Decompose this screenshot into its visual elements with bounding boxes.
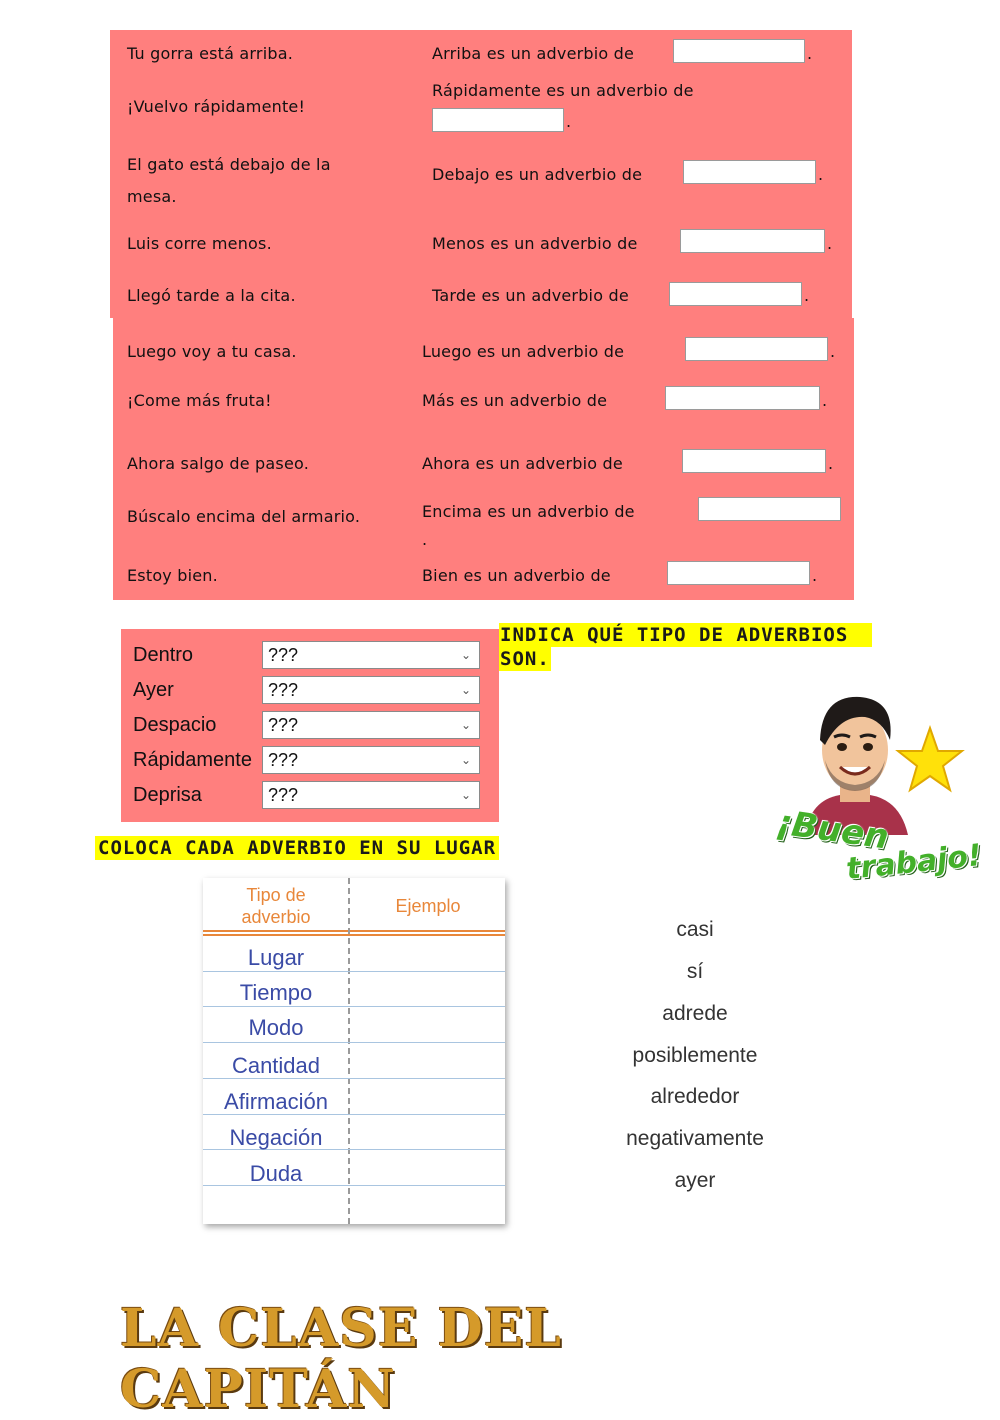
period-9: .: [422, 530, 428, 549]
answer-input-2[interactable]: [432, 108, 564, 132]
period-4: .: [827, 234, 833, 253]
table-type-tiempo: Tiempo: [239, 980, 313, 1005]
table-row: [203, 1006, 505, 1007]
dropdown-value: ???: [268, 680, 299, 700]
chevron-down-icon: ⌄: [460, 683, 471, 697]
period-2: .: [566, 112, 572, 131]
answer-input-8[interactable]: [682, 449, 826, 473]
question-2: Rápidamente es un adverbio de: [432, 81, 694, 100]
drop-zone-tiempo[interactable]: [351, 973, 503, 1005]
exercise2-instruction: INDICA QUÉ TIPO DE ADVERBIOS SON.: [500, 624, 849, 670]
dropdown-value: ???: [268, 715, 299, 735]
period-6: .: [830, 342, 836, 361]
answer-input-3[interactable]: [683, 160, 816, 184]
answer-input-5[interactable]: [669, 282, 802, 306]
sentence-8: Ahora salgo de paseo.: [127, 454, 309, 473]
table-row: [203, 1042, 505, 1043]
table-type-negacion: Negación: [229, 1125, 323, 1150]
chevron-down-icon: ⌄: [460, 648, 471, 662]
adverb-type-table: [203, 878, 505, 1224]
draggable-word-negativamente[interactable]: negativamente: [626, 1127, 764, 1150]
dropdown-label-ayer: Ayer: [133, 679, 174, 701]
draggable-word-si[interactable]: sí: [686, 960, 704, 983]
star-icon: [895, 725, 965, 795]
sentence-3: El gato está debajo de la mesa.: [127, 155, 331, 206]
table-header-rule-2: [203, 934, 505, 936]
dropdown-ayer[interactable]: [262, 676, 480, 704]
table-header-type: Tipo de adverbio: [241, 885, 311, 927]
exercise3-instruction: COLOCA CADA ADVERBIO EN SU LUGAR: [95, 836, 499, 860]
table-row: [203, 971, 505, 972]
period-3: .: [818, 165, 824, 184]
drop-zone-negacion[interactable]: [351, 1116, 503, 1148]
dropdown-label-dentro: Dentro: [133, 644, 194, 666]
drop-zone-duda[interactable]: [351, 1151, 503, 1184]
draggable-word-alrededor[interactable]: alrededor: [650, 1085, 740, 1108]
drop-zone-lugar[interactable]: [351, 938, 503, 970]
table-header-example: Ejemplo: [395, 896, 461, 916]
question-9: Encima es un adverbio de: [422, 502, 635, 521]
period-7: .: [822, 391, 828, 410]
sentence-7: ¡Come más fruta!: [127, 391, 272, 410]
dropdown-despacio[interactable]: [262, 711, 480, 739]
sentence-9: Búscalo encima del armario.: [127, 507, 361, 526]
dropdown-label-deprisa: Deprisa: [133, 784, 202, 806]
table-type-duda: Duda: [249, 1161, 303, 1186]
dropdown-rapidamente[interactable]: [262, 746, 480, 774]
chevron-down-icon: ⌄: [460, 788, 471, 802]
answer-input-10[interactable]: [667, 561, 810, 585]
answer-input-9[interactable]: [698, 497, 841, 521]
period-1: .: [807, 44, 813, 63]
drop-zone-modo[interactable]: [351, 1008, 503, 1041]
sentence-4: Luis corre menos.: [127, 234, 272, 253]
sentence-6: Luego voy a tu casa.: [127, 342, 297, 361]
period-8: .: [828, 454, 834, 473]
dropdown-value: ???: [268, 645, 299, 665]
chevron-down-icon: ⌄: [460, 718, 471, 732]
period-10: .: [812, 566, 818, 585]
question-1: Arriba es un adverbio de: [432, 44, 635, 63]
answer-input-1[interactable]: [673, 39, 805, 63]
dropdown-value: ???: [268, 750, 299, 770]
draggable-word-posiblemente[interactable]: posiblemente: [632, 1044, 758, 1067]
draggable-word-adrede[interactable]: adrede: [662, 1002, 728, 1025]
question-4: Menos es un adverbio de: [432, 234, 638, 253]
drop-zone-afirmacion[interactable]: [351, 1080, 503, 1113]
sentence-2: ¡Vuelvo rápidamente!: [127, 97, 306, 116]
table-type-modo: Modo: [248, 1015, 304, 1040]
table-type-lugar: Lugar: [247, 945, 305, 970]
table-type-cantidad: Cantidad: [231, 1053, 321, 1078]
footer-title: LA CLASE DEL CAPITÁN: [120, 1298, 562, 1420]
question-8: Ahora es un adverbio de: [422, 454, 623, 473]
dropdown-label-rapidamente: Rápidamente: [133, 749, 252, 771]
question-7: Más es un adverbio de: [422, 391, 608, 410]
question-3: Debajo es un adverbio de: [432, 165, 643, 184]
table-type-afirmacion: Afirmación: [224, 1089, 328, 1114]
question-10: Bien es un adverbio de: [422, 566, 611, 585]
question-6: Luego es un adverbio de: [422, 342, 625, 361]
table-header-rule: [203, 930, 505, 932]
answer-input-7[interactable]: [665, 386, 820, 410]
dropdown-dentro[interactable]: [262, 641, 480, 669]
chevron-down-icon: ⌄: [460, 753, 471, 767]
sentence-5: Llegó tarde a la cita.: [127, 286, 296, 305]
sentence-10: Estoy bien.: [127, 566, 218, 585]
drop-zone-cantidad[interactable]: [351, 1044, 503, 1077]
draggable-word-ayer[interactable]: ayer: [674, 1169, 716, 1192]
answer-input-4[interactable]: [680, 229, 825, 253]
dropdown-deprisa[interactable]: [262, 781, 480, 809]
dropdown-value: ???: [268, 785, 299, 805]
question-5: Tarde es un adverbio de: [432, 286, 629, 305]
sticker-text-line2: trabajo!: [844, 838, 984, 887]
sentence-1: Tu gorra está arriba.: [127, 44, 293, 63]
draggable-word-casi[interactable]: casi: [676, 918, 714, 941]
dropdown-label-despacio: Despacio: [133, 714, 217, 736]
sticker-text-line1: ¡Buen: [773, 802, 892, 858]
period-5: .: [804, 286, 810, 305]
answer-input-6[interactable]: [685, 337, 828, 361]
